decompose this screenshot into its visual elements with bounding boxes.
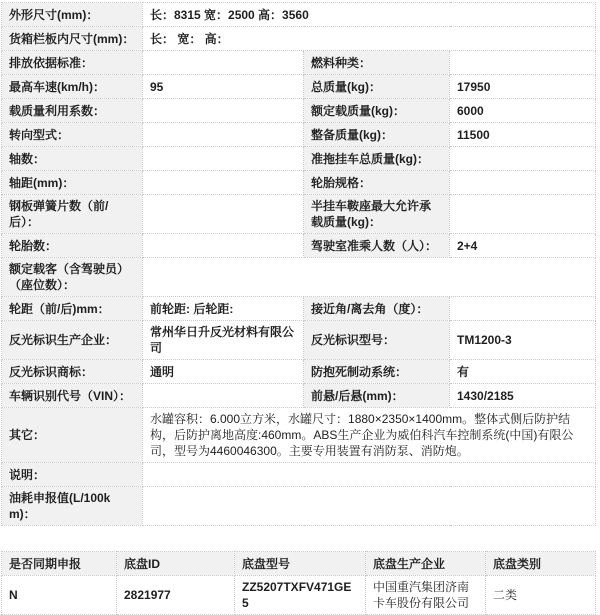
spec-row [2, 234, 596, 258]
spec-row [2, 463, 596, 487]
spec-label-axle-count: 轴数： [2, 147, 143, 171]
spec-value-rated-load: 6000 [450, 99, 596, 123]
spec-value-dimensions: 长：8315 宽：2500 高：3560 [143, 3, 596, 27]
spec-value-tire-count [143, 234, 304, 258]
spec-row [2, 258, 596, 297]
spec-row [2, 321, 596, 360]
spec-value-tire-spec [450, 171, 596, 195]
vehicle-spec-table [1, 2, 596, 526]
spec-row [2, 51, 596, 75]
chassis-header-model: 底盘型号 [235, 552, 366, 576]
spec-row [2, 384, 596, 408]
spec-row [2, 147, 596, 171]
spec-label-abs: 防抱死制动系统： [304, 360, 450, 384]
spec-value-overhang: 1430/2185 [450, 384, 596, 408]
chassis-value-manufacturer: 中国重汽集团济南卡车股份有限公司 [366, 576, 486, 615]
spec-label-overhang: 前悬/后悬(mm)： [304, 384, 450, 408]
chassis-value-model: ZZ5207TXFV471GE5 [235, 576, 366, 615]
spec-value-max-speed: 95 [143, 75, 304, 99]
chassis-header-row [2, 552, 596, 576]
spec-label-track-width: 轮距（前/后)mm： [2, 297, 143, 321]
chassis-value-id: 2821977 [117, 576, 235, 615]
spec-label-remarks: 说明： [2, 463, 143, 487]
spec-label-max-speed: 最高车速(km/h)： [2, 75, 143, 99]
spec-value-cargo-inner-size: 长： 宽： 高： [143, 27, 596, 51]
spec-label-fuel-consumption: 油耗申报值(L/100km)： [2, 487, 143, 526]
spec-label-wheelbase: 轴距(mm)： [2, 171, 143, 195]
chassis-value-category: 二类 [486, 576, 596, 615]
spec-label-trailer-total-mass: 准拖挂车总质量(kg)： [304, 147, 450, 171]
spec-value-approach-departure-angle [450, 297, 596, 321]
spec-label-emission-standard: 排放依据标准： [2, 51, 143, 75]
spec-value-reflector-model: TM1200-3 [450, 321, 596, 360]
chassis-header-concurrent: 是否同期申报 [2, 552, 117, 576]
spec-label-reflector-model: 反光标识型号： [304, 321, 450, 360]
spec-label-dimensions: 外形尺寸(mm)： [2, 3, 143, 27]
spec-value-reflector-manufacturer: 常州华日升反光材料有限公司 [143, 321, 304, 360]
spec-label-other: 其它： [2, 408, 143, 463]
chassis-data-row [2, 576, 596, 615]
spec-row [2, 487, 596, 526]
chassis-value-concurrent: N [2, 576, 117, 615]
spec-label-cargo-inner-size: 货箱栏板内尺寸(mm)： [2, 27, 143, 51]
spec-label-saddle-load: 半挂车鞍座最大允许承载质量(kg)： [304, 195, 450, 234]
spec-label-leaf-springs: 钢板弹簧片数（前/后）： [2, 195, 143, 234]
spec-value-leaf-springs [143, 195, 304, 234]
spec-label-rated-seats: 额定载客（含驾驶员）（座位数）： [2, 258, 143, 297]
spec-label-rated-load: 额定载质量(kg)： [304, 99, 450, 123]
spec-value-emission-standard [143, 51, 304, 75]
spec-value-total-mass: 17950 [450, 75, 596, 99]
spec-row [2, 3, 596, 27]
spec-value-steering-type [143, 123, 304, 147]
spec-row [2, 408, 596, 463]
spec-value-wheelbase [143, 171, 304, 195]
spec-value-rated-seats [143, 258, 596, 297]
spec-row [2, 123, 596, 147]
spec-row [2, 360, 596, 384]
spec-value-fuel-type [450, 51, 596, 75]
spec-value-cab-passengers: 2+4 [450, 234, 596, 258]
spec-row [2, 171, 596, 195]
spec-value-trailer-total-mass [450, 147, 596, 171]
spec-row [2, 27, 596, 51]
spec-label-load-utilization: 载质量利用系数： [2, 99, 143, 123]
spec-label-steering-type: 转向型式： [2, 123, 143, 147]
spec-row [2, 99, 596, 123]
spec-label-approach-departure-angle: 接近角/离去角（度）： [304, 297, 450, 321]
spec-label-tire-spec: 轮胎规格： [304, 171, 450, 195]
spec-label-tire-count: 轮胎数： [2, 234, 143, 258]
spec-label-vin: 车辆识别代号（VIN）： [2, 384, 143, 408]
spec-label-cab-passengers: 驾驶室准乘人数（人）： [304, 234, 450, 258]
spec-row [2, 75, 596, 99]
spec-value-fuel-consumption [143, 487, 596, 526]
chassis-header-id: 底盘ID [117, 552, 235, 576]
spec-label-fuel-type: 燃料种类： [304, 51, 450, 75]
chassis-header-manufacturer: 底盘生产企业 [366, 552, 486, 576]
spec-value-reflector-brand: 通明 [143, 360, 304, 384]
spec-value-load-utilization [143, 99, 304, 123]
chassis-table [1, 551, 596, 615]
spec-label-curb-weight: 整备质量(kg)： [304, 123, 450, 147]
spec-value-curb-weight: 11500 [450, 123, 596, 147]
spec-value-axle-count [143, 147, 304, 171]
spec-row [2, 297, 596, 321]
spec-value-saddle-load [450, 195, 596, 234]
chassis-header-category: 底盘类别 [486, 552, 596, 576]
spec-label-total-mass: 总质量(kg)： [304, 75, 450, 99]
spec-label-reflector-manufacturer: 反光标识生产企业： [2, 321, 143, 360]
spec-value-other: 水罐容积：6.000立方米，水罐尺寸：1880×2350×1400mm。整体式侧后防护结构，后防护离地高度:460mm。ABS生产企业为威伯科汽车控制系统(中国)有限公司，型号为4460046300。主要专用装置有消防泵、消防炮。 [143, 408, 596, 463]
spec-value-track-width: 前轮距: 后轮距: [143, 297, 304, 321]
spec-value-abs: 有 [450, 360, 596, 384]
spec-label-reflector-brand: 反光标识商标： [2, 360, 143, 384]
spec-value-vin [143, 384, 304, 408]
spec-value-remarks [143, 463, 596, 487]
spec-row [2, 195, 596, 234]
